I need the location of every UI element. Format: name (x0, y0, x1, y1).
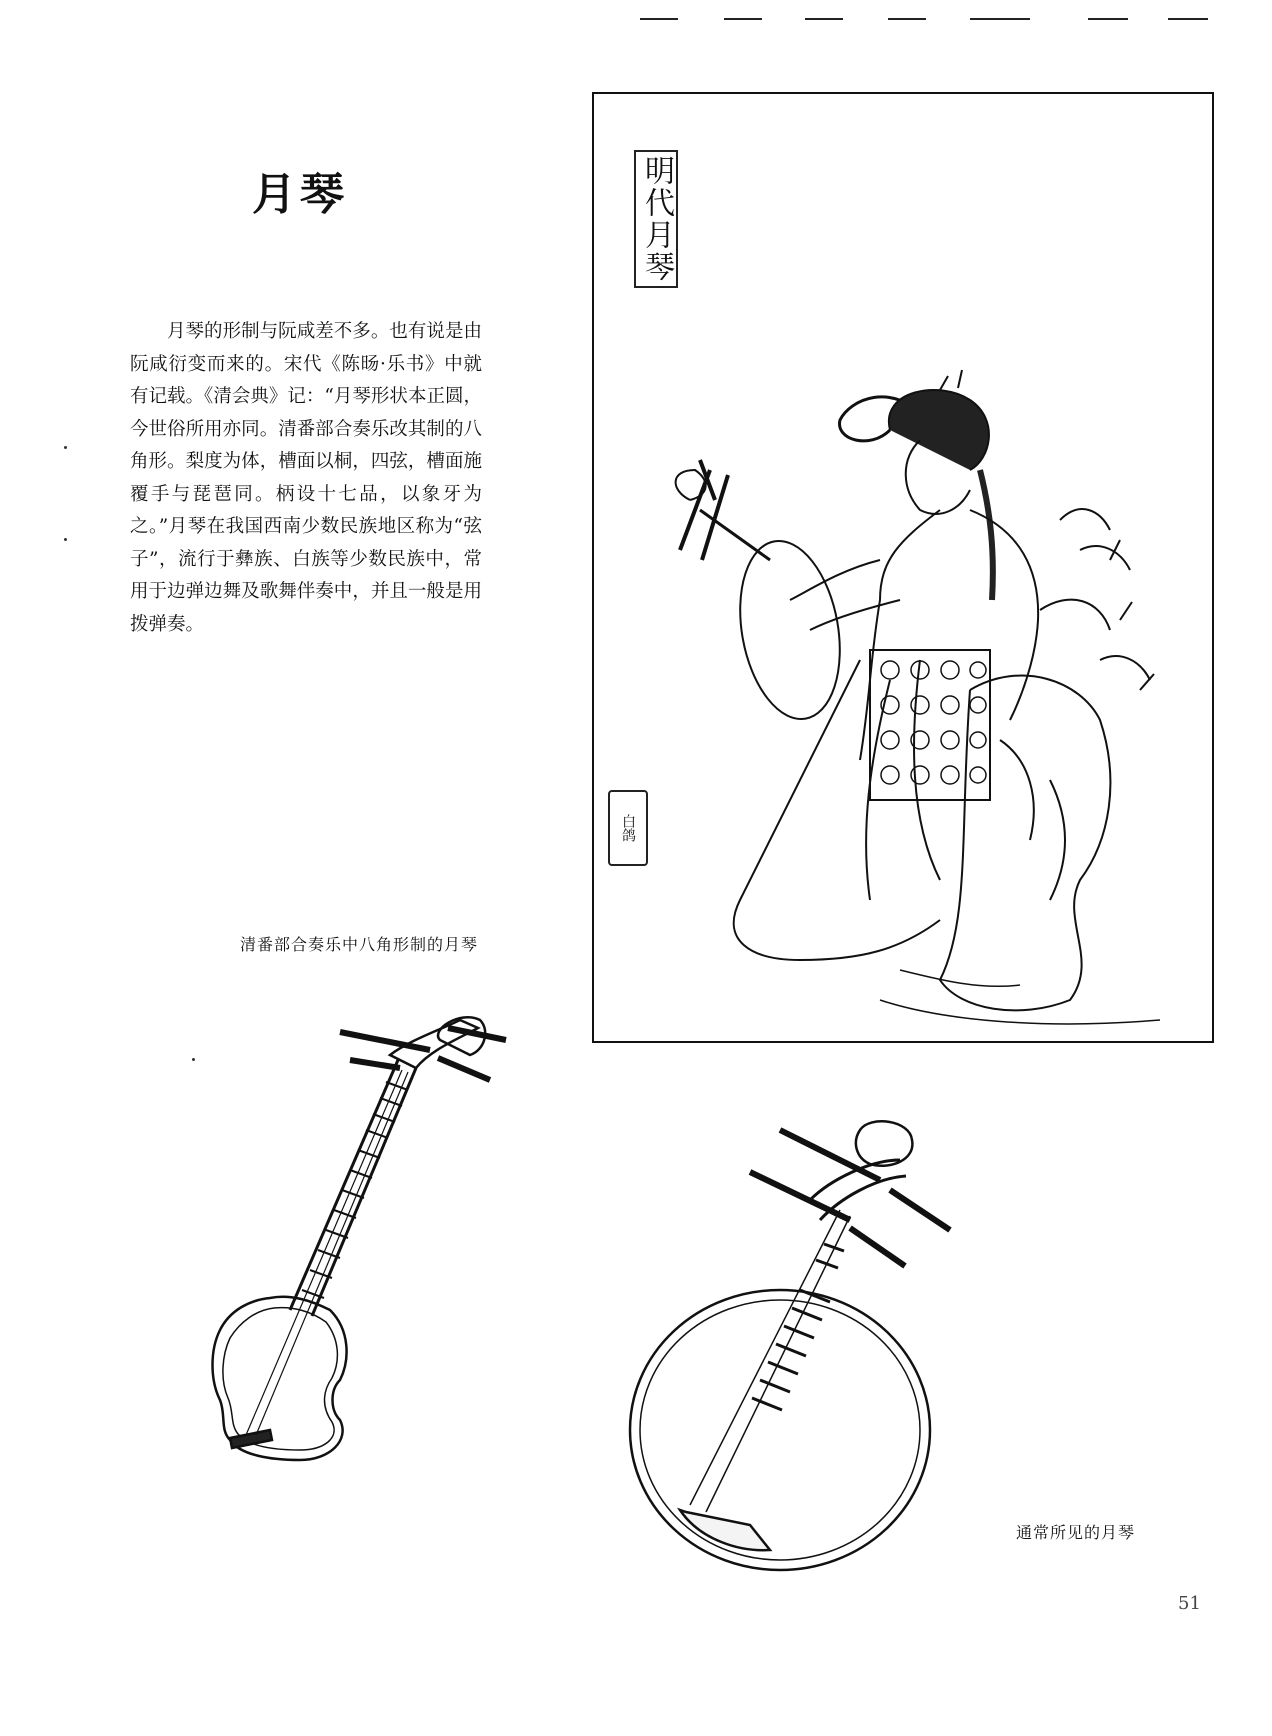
body-paragraph: 月琴的形制与阮咸差不多。也有说是由阮咸衍变而来的。宋代《陈旸·乐书》中就有记载。《清会典》记：“月琴形状本正圆，今世俗所用亦同。清番部合奏乐改其制的八角形。梨度为体，槽面以桐，四弦，槽面施覆手与琵琶同。柄设十七品，以象牙为之。”月琴在我国西南少数民族地区称为“弦子”，流行于彝族、白族等少数民族中，常用于边弹边舞及歌舞伴奏中，并且一般是用拨弹奏。 (130, 321, 482, 635)
seal-text: 白鸽 (620, 814, 636, 842)
page-number: 51 (1178, 1593, 1201, 1614)
musician-illustration (640, 360, 1200, 1040)
caption-octagonal-yueqin: 清番部合奏乐中八角形制的月琴 (240, 935, 479, 954)
caption-common-yueqin: 通常所见的月琴 (1016, 1523, 1136, 1542)
margin-mark (64, 538, 67, 541)
page-title: 月琴 (252, 169, 348, 220)
artist-seal (608, 790, 648, 866)
top-decorative-dashes (640, 18, 1240, 22)
octagonal-yueqin-drawing (190, 1010, 570, 1480)
illustration-title-cartouche (634, 150, 678, 288)
margin-mark (64, 446, 67, 449)
illustration-title: 明代月琴 (639, 155, 674, 283)
round-yueqin-drawing (620, 1120, 1040, 1590)
